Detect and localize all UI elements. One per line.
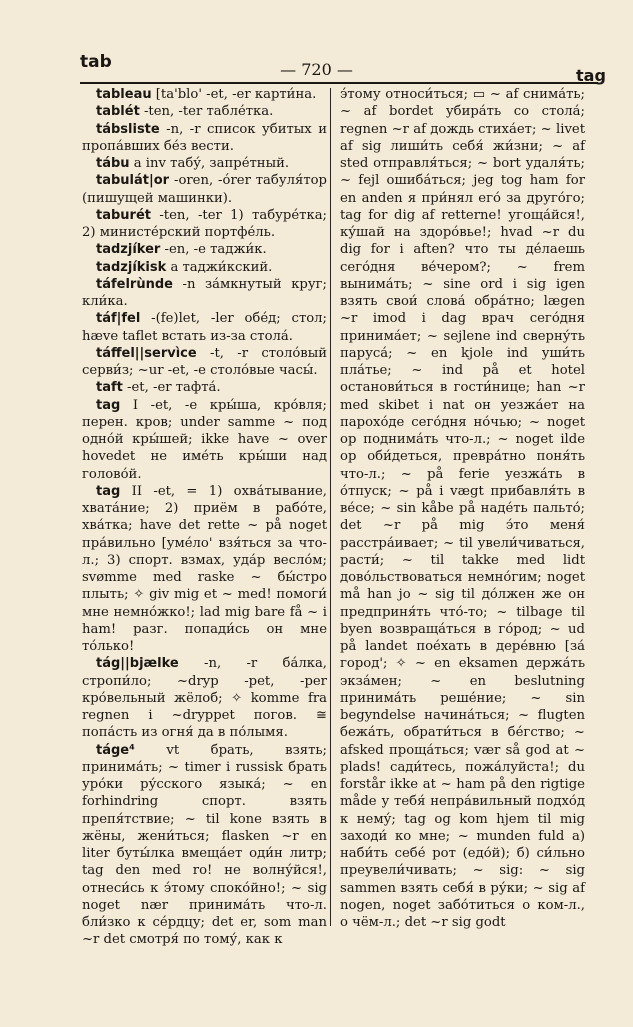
- entry-headword: táffel||servìce: [96, 345, 197, 361]
- entry-headword: táf|fel: [96, 311, 141, 327]
- entry-headword: taburét: [96, 207, 151, 223]
- entry-body: -(fe)let, -ler обе́д; стол; hæve taflet встать из-за стола́.: [82, 311, 327, 344]
- entry-headword: tadzjíkisk: [96, 259, 167, 275]
- entry-body: a inv табу́, запре́тный.: [129, 156, 290, 171]
- header-right-guide-word: tag: [576, 66, 606, 85]
- dictionary-entry: [82, 121, 327, 156]
- dictionary-entry: [82, 379, 327, 396]
- entry-body: -n, -r ба́лка, стропи́ло; ~dryp -pet, -per кро́вельный жёлоб; ✧ komme fra regnen i ~dryppet погов. ≅ попа́сть из огня́ да в по́лымя.: [82, 656, 327, 741]
- dictionary-entry: [82, 310, 327, 345]
- entry-headword: táfelrùnde: [96, 276, 173, 292]
- entry-headword: tableau: [96, 87, 152, 102]
- dictionary-entry: [82, 172, 327, 207]
- entry-headword: táge⁴: [96, 742, 135, 758]
- entry-body: -ten, -ter 1) табуре́тка; 2) министе́рский портфе́ль.: [82, 207, 327, 240]
- dictionary-entry: [82, 483, 327, 656]
- entry-body: vt брать, взять; принима́ть; ~ timer i russisk брать уро́ки ру́сского языка́; ~ en forhindring спорт. взять препя́тствие; ~ til kone взять в жёны, жени́ться; flasken ~r en liter буты́лка вмеща́ет оди́н литр; tag den med ro! не волну́йся!, отнеси́сь к э́тому споко́йно!; ~ sig noget nær принима́ть что-л. бли́зко к се́рдцу; det er, som man ~r det смотря́ по тому́, как к: [82, 742, 327, 948]
- page-number: — 720 —: [280, 60, 353, 79]
- column-divider: [330, 88, 331, 926]
- dictionary-entry: [82, 207, 327, 242]
- entry-body: I -et, -e кры́ша, кро́вля; перен. кров; under samme ~ под одно́й кры́шей; ikke have ~ over hovedet не име́ть кры́ши над голово́й.: [82, 397, 327, 482]
- dictionary-entry: [82, 655, 327, 741]
- entry-headword: tablét: [96, 104, 140, 120]
- left-column: [82, 86, 327, 948]
- dictionary-entry: [82, 345, 327, 380]
- entry-body: [ta'blo' -et, -er карти́на.: [151, 87, 317, 102]
- entry-body: II -et, = 1) охва́тывание, хвата́ние; 2) приём в рабо́те, хва́тка; have det rette ~ på noget пра́вильно [уме́ло' взя́ться за что-л.; 3) спорт. взмах, уда́р весло́м; svømme med raske ~ бы́стро плыть; ✧ giv mig et ~ med! помоги́ мне немно́жко!; lad mig bare få ~ i ham! разг. попади́сь он мне то́лько!: [82, 483, 327, 654]
- entry-headword: tábu: [96, 156, 130, 171]
- entry-body: -ten, -ter табле́тка.: [139, 104, 274, 120]
- dictionary-entry: [82, 397, 327, 483]
- entry-body: э́тому относи́ться; ▭ ~ af снима́ть; ~ af bordet убира́ть со стола́; regnen ~r af дождь стиха́ет; ~ livet af sig лиши́ть себя́ жи́зни; ~ af sted отправля́ться; ~ bort удаля́ть; ~ fejl ошиба́ться; jeg tog ham for en anden я при́нял его́ за друго́го; tag for dig af retterne! угоща́йся!, ку́шай на здоро́вье!; hvad ~r du dig for i aften? что ты де́лаешь сего́дня ве́чером?; ~ frem вынима́ть; ~ sine ord i sig igen взять свои́ слова́ обра́тно; lægen ~r imod i dag врач сего́дня принима́ет; ~ sejlene ind сверну́ть паруса́; ~ en kjole ind уши́ть пла́тье; ~ ind på et hotel останови́ться в гости́нице; han ~r med skibet i nat он уезжа́ет на парохо́де сего́дня но́чью; ~ noget op поднима́ть что-л.; ~ noget ilde op оби́деться, превра́тно поня́ть что-л.; ~ på ferie уезжа́ть в о́тпуск; ~ på i vægt прибавля́ть в ве́се; ~ sin kåbe på наде́ть пальто́; det ~r på mig э́то меня́ расстра́ивает; ~ til увели́чиваться, расти́; ~ til takke med lidt дово́льствоваться немно́гим; noget må han jo ~ sig til до́лжен же он предприня́ть что́-то; ~ tilbage til byen возвраща́ться в го́род; ~ ud på landet пое́хать в дере́вню [за́ город'; ✧ ~ en eksamen держа́ть экза́мен; ~ en beslutning принима́ть реше́ние; ~ sin begyndelse начина́ться; ~ flugten бежа́ть, обрати́ться в бе́гство; ~ afsked проща́ться; vær så god at ~ plads! сади́тесь, пожа́луйста!; du forstår ikke at ~ ham på den rigtige måde у тебя́ непра́вильный подхо́д к нему́; tag og kom hjem til mig заходи́ ко мне; ~ munden fuld а) наби́ть себе́ рот (едо́й); б) си́льно преувели́чивать; ~ sig: ~ sig sammen взять себя́ в ру́ки; ~ sig af nogen, noget забо́титься о ком-л., о чём-л.; det ~r sig godt: [340, 87, 585, 930]
- dictionary-entry: [82, 155, 327, 172]
- entry-body: -t, -r столо́вый серви́з; ~ur -et, -e столо́вые часы́.: [82, 345, 327, 378]
- entry-body: -oren, -órer табуля́тор (пишущей машинки).: [82, 173, 327, 206]
- dictionary-entry: [82, 259, 327, 276]
- header-rule: [80, 82, 598, 84]
- dictionary-entry: [82, 276, 327, 311]
- header-left-guide-word: tab: [80, 52, 112, 72]
- entry-headword: tag: [96, 397, 121, 413]
- entry-body: -et, -er тафта́.: [122, 380, 221, 396]
- entry-headword: tag: [96, 483, 121, 499]
- entry-headword: tadzjíker: [96, 242, 161, 258]
- entry-body: -en, -e таджи́к.: [160, 242, 267, 258]
- entry-headword: taft: [96, 380, 123, 396]
- dictionary-entry: [82, 241, 327, 258]
- dictionary-entry-continuation: [340, 86, 585, 931]
- dictionary-entry: [82, 86, 327, 103]
- entry-body: -n, -r список убитых и пропа́вших бе́з вести.: [82, 121, 327, 154]
- right-column: [340, 86, 585, 931]
- dictionary-entry: [82, 103, 327, 120]
- entry-headword: tabulát|or: [96, 173, 170, 189]
- entry-body: a таджи́кский.: [166, 259, 273, 275]
- entry-body: -n за́мкнутый круг; кли́ка.: [82, 276, 327, 309]
- entry-headword: tág||bjælke: [96, 656, 179, 672]
- dictionary-entry: [82, 742, 327, 949]
- entry-headword: tábsliste: [96, 121, 160, 137]
